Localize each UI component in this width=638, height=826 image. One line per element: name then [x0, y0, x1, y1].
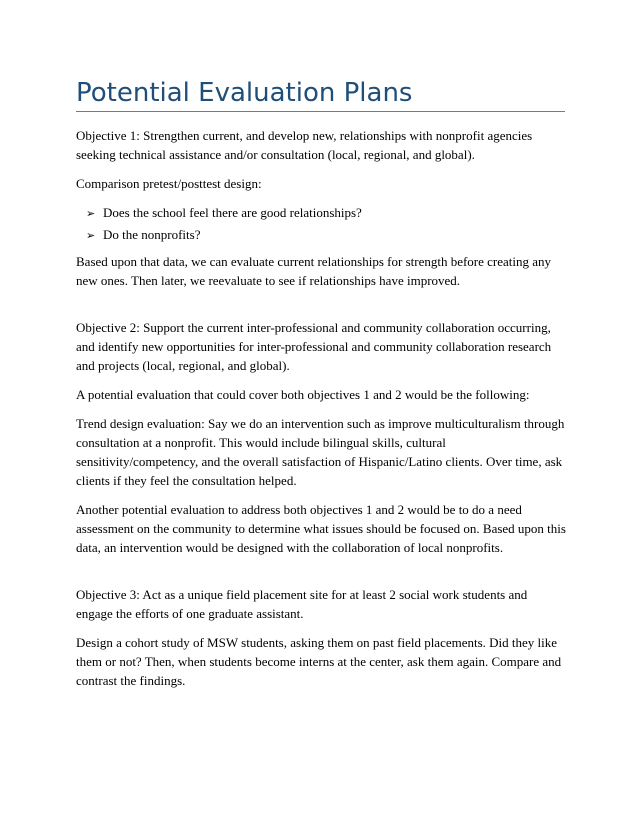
comparison-design-paragraph: Comparison pretest/posttest design:	[76, 176, 262, 191]
section-spacer	[76, 300, 566, 318]
need-assessment-paragraph: Another potential evaluation to address both objectives 1 and 2 would be to do a need assessment on the community to determine what issues should be focused on. Based upon this data, an intervention would be designed with the collaboration of local nonprofits.	[76, 502, 566, 555]
section-spacer	[76, 567, 566, 585]
cohort-study-paragraph: Design a cohort study of MSW students, asking them on past field placements. Did they like them or not? Then, when students become interns at the center, ask them again. Compare and contrast the findings.	[76, 635, 562, 688]
arrowhead-bullet-icon: ➢	[86, 207, 96, 220]
arrowhead-bullet-icon: ➢	[86, 229, 96, 242]
based-upon-data-paragraph: Based upon that data, we can evaluate current relationships for strength before creating any new ones. Then later, we reevaluate to see if relationships have improved.	[76, 254, 552, 288]
trend-design-paragraph: Trend design evaluation: Say we do an intervention such as improve multiculturalism through consultation at a nonprofit. This would include bilingual skills, cultural sensitivity/competency, and the overall satisfaction of Hispanic/Latino clients. Over time, ask clients if they feel the consultation helped.	[76, 416, 565, 488]
objective-1-paragraph: Objective 1: Strengthen current, and develop new, relationships with nonprofit agencies seeking technical assistance and/or consultation (local, regional, and global).	[76, 128, 533, 162]
objective-2-paragraph: Objective 2: Support the current inter-professional and community collaboration occurring, and identify new opportunities for inter-professional and community collaboration research and projects (local, regional, and global).	[76, 320, 552, 373]
page-title: Potential Evaluation Plans	[76, 78, 413, 108]
objective-3-paragraph: Objective 3: Act as a unique field placement site for at least 2 social work students and engage the efforts of one graduate assistant.	[76, 587, 528, 621]
questions-bullet-list	[76, 203, 566, 245]
potential-evaluation-paragraph: A potential evaluation that could cover both objectives 1 and 2 would be the following:	[76, 387, 530, 402]
bullet-item-text: Does the school feel there are good relationships?	[103, 205, 362, 220]
bullet-item-text: Do the nonprofits?	[103, 227, 201, 242]
bullet-item	[86, 203, 566, 223]
document-body	[76, 126, 566, 700]
bullet-item	[86, 225, 566, 245]
title-underline-divider	[76, 111, 565, 112]
